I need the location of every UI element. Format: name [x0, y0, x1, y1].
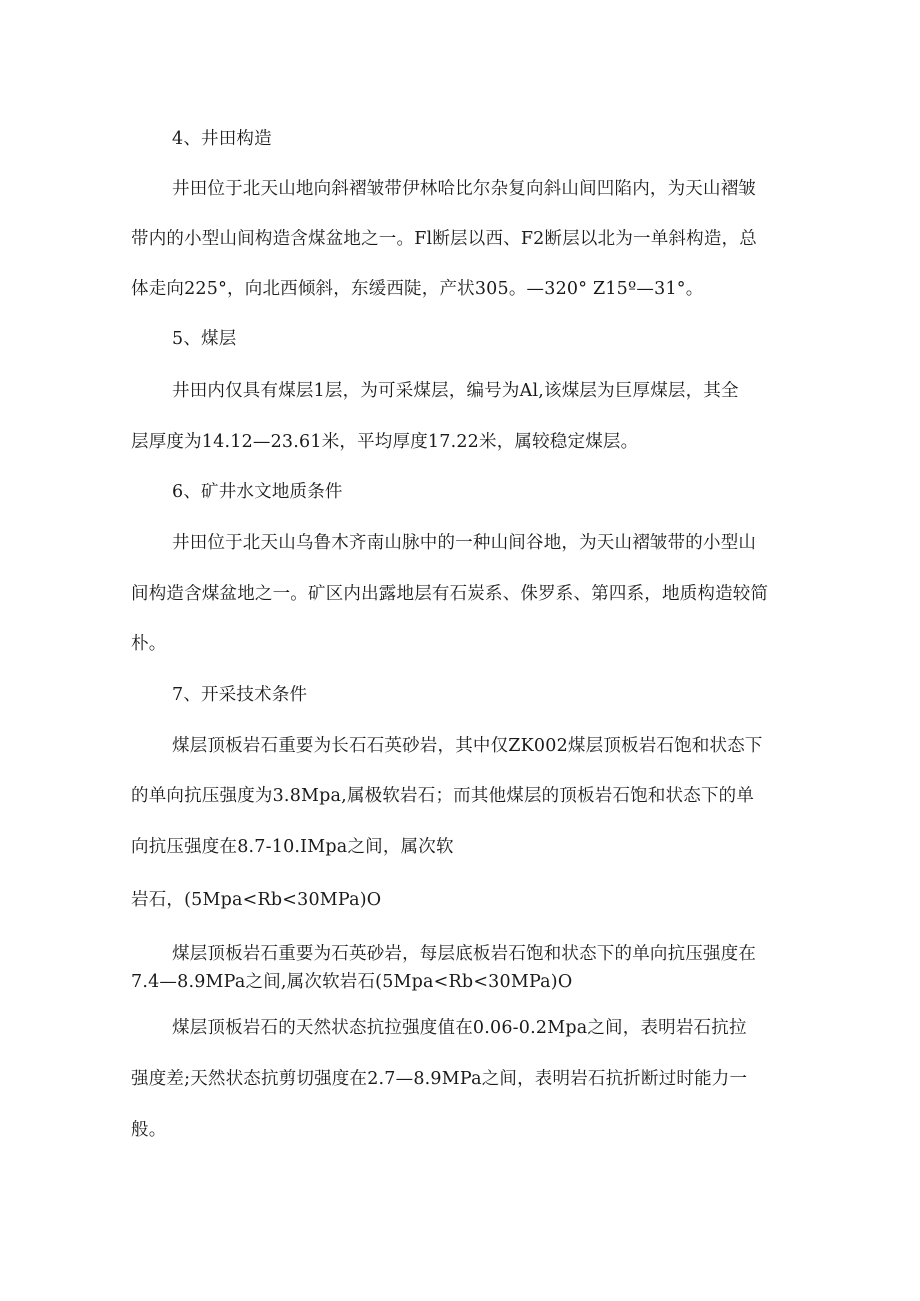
paragraph-line: 向抗压强度在8.7-10.IMpa之间，属次软: [131, 837, 454, 857]
section-heading: 6、矿井水文地质条件: [172, 482, 343, 502]
paragraph-line: 体走向225°，向北西倾斜，东缓西陡，产状305。—320° Z15º—31°。: [131, 279, 704, 299]
paragraph-line: 煤层顶板岩石的天然状态抗拉强度值在0.06-0.2Mpa之间，表明岩石抗拉: [172, 1018, 747, 1038]
section-heading: 5、煤层: [172, 329, 237, 349]
paragraph-line: 带内的小型山间构造含煤盆地之一。Fl断层以西、F2断层以北为一单斜构造，总: [131, 229, 757, 249]
paragraph-line: 井田位于北天山地向斜褶皱带伊林哈比尔杂复向斜山间凹陷内，为天山褶皱: [172, 179, 757, 199]
paragraph-line: 井田内仅具有煤层1层，为可采煤层，编号为Al,该煤层为巨厚煤层，其全: [172, 381, 739, 401]
paragraph-line: 煤层顶板岩石重要为长石石英砂岩，其中仅ZK002煤层顶板岩石饱和状态下: [172, 736, 763, 756]
paragraph-line: 井田位于北天山乌鲁木齐南山脉中的一种山间谷地，为天山褶皱带的小型山: [172, 533, 757, 553]
section-heading: 7、开采技术条件: [172, 685, 308, 705]
paragraph-line: 间构造含煤盆地之一。矿区内出露地层有石炭系、侏罗系、第四系，地质构造较简: [131, 584, 769, 604]
paragraph-line: 层厚度为14.12—23.61米，平均厚度17.22米，属较稳定煤层。: [131, 432, 639, 452]
paragraph-line: 7.4—8.9MPa之间,属次软岩石(5Mpa<Rb<30MPa)O: [131, 972, 573, 992]
paragraph-line: 煤层顶板岩石重要为石英砂岩，每层底板岩石饱和状态下的单向抗压强度在: [172, 944, 757, 964]
paragraph-line: 强度差;天然状态抗剪切强度在2.7—8.9MPa之间，表明岩石抗折断过时能力一: [131, 1069, 748, 1089]
section-heading: 4、井田构造: [172, 129, 272, 149]
paragraph-line: 般。: [131, 1120, 167, 1140]
paragraph-line: 朴。: [131, 634, 167, 654]
paragraph-line: 岩石，(5Mpa<Rb<30MPa)O: [131, 890, 382, 910]
paragraph-line: 的单向抗压强度为3.8Mpa,属极软岩石；而其他煤层的顶板岩石饱和状态下的单: [131, 786, 755, 806]
